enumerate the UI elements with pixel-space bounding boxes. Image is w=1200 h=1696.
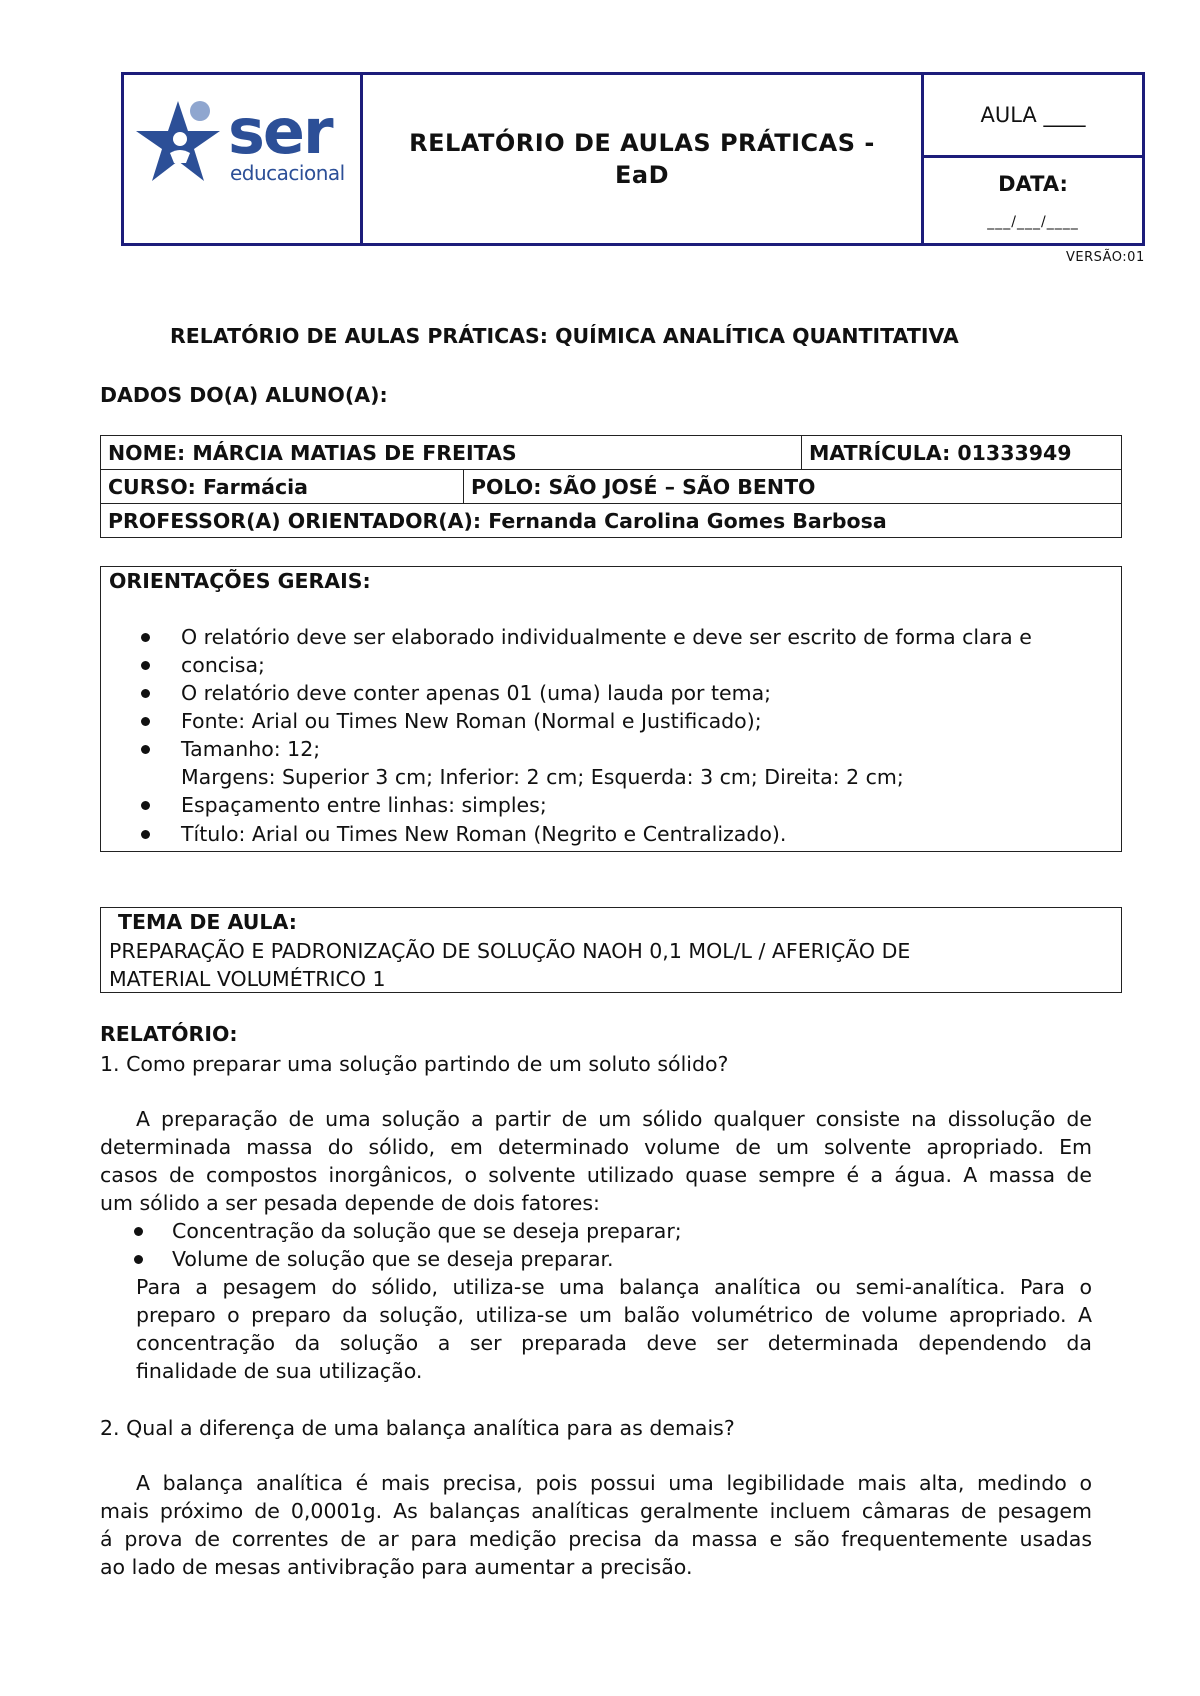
answer-1-paragraph [100,1105,1092,1217]
list-item: concisa; [181,653,265,677]
paragraph-line: á prova de correntes de ar para medição precisa da massa e são frequentemente usadas [100,1527,1092,1551]
page-title: RELATÓRIO DE AULAS PRÁTICAS: QUÍMICA ANALÍTICA QUANTITATIVA [170,324,959,348]
lesson-topic-box [100,907,1122,993]
paragraph-line: mais próximo de 0,0001g. As balanças analíticas geralmente incluem câmaras de pesagem [100,1499,1092,1523]
data-label: DATA: [998,171,1068,196]
paragraph-line: ao lado de mesas antivibração para aumentar a precisão. [100,1555,693,1579]
lesson-topic-text [109,937,1113,993]
report-heading: RELATÓRIO: [100,1022,238,1046]
paragraph-line: finalidade de sua utilização. [136,1359,423,1383]
question-1: 1. Como preparar uma solução partindo de um soluto sólido? [100,1052,729,1076]
table-row [101,504,1121,537]
list-item: O relatório deve ser elaborado individualmente e deve ser escrito de forma clara e [181,625,1032,649]
student-course: CURSO: Farmácia [108,474,308,499]
data-field [924,158,1142,243]
student-matricula: MATRÍCULA: 01333949 [801,436,1121,469]
student-advisor: PROFESSOR(A) ORIENTADOR(A): Fernanda Carolina Gomes Barbosa [108,508,887,533]
student-table [100,435,1122,538]
paragraph-line: A balança analítica é mais precisa, pois possui uma legibilidade mais alta, medindo o [136,1471,1092,1495]
list-item: O relatório deve conter apenas 01 (uma) lauda por tema; [181,681,772,705]
student-polo: POLO: SÃO JOSÉ – SÃO BENTO [463,470,1121,503]
answer-2-paragraph [100,1469,1092,1581]
logo-wordmark: ser [228,95,332,168]
paragraph-line: concentração da solução a ser preparada deve ser determinada dependendo da [136,1331,1092,1355]
paragraph-line: preparo o preparo da solução, utiliza-se um balão volumétrico de volume apropriado. A [136,1303,1092,1327]
list-item: Tamanho: 12; [181,737,321,761]
list-item: Concentração da solução que se deseja preparar; [172,1219,682,1243]
guidelines-heading: ORIENTAÇÕES GERAIS: [109,569,371,593]
header-side [924,75,1142,243]
list-item: Título: Arial ou Times New Roman (Negrito e Centralizado). [181,822,787,846]
answer-1-paragraph-2 [136,1273,1092,1385]
header-table [121,72,1145,246]
lesson-topic-heading: TEMA DE AULA: [118,910,297,934]
list-item: Espaçamento entre linhas: simples; [181,793,547,817]
star-person-icon [130,97,226,193]
guidelines-box [100,566,1122,852]
paragraph-line: casos de compostos inorgânicos, o solvente utilizado quase sempre é a água. A massa de [100,1163,1092,1187]
list-item: Fonte: Arial ou Times New Roman (Normal e Justificado); [181,709,762,733]
report-title [363,75,924,243]
lesson-topic-line1: PREPARAÇÃO E PADRONIZAÇÃO DE SOLUÇÃO NAOH 0,1 MOL/L / AFERIÇÃO DE [109,939,911,963]
question-2: 2. Qual a diferença de uma balança analítica para as demais? [100,1416,735,1440]
logo-cell [124,75,363,243]
lesson-topic-line2: MATERIAL VOLUMÉTRICO 1 [109,967,386,991]
logo-subtitle: educacional [230,161,345,185]
list-item: Margens: Superior 3 cm; Inferior: 2 cm; Esquerda: 3 cm; Direita: 2 cm; [181,765,904,789]
paragraph-line: Para a pesagem do sólido, utiliza-se uma balança analítica ou semi-analítica. Para o [136,1275,1092,1299]
paragraph-line: A preparação de uma solução a partir de um sólido qualquer consiste na dissolução de [136,1107,1092,1131]
student-name: NOME: MÁRCIA MATIAS DE FREITAS [108,440,517,465]
table-row [101,470,1121,504]
list-item: Volume de solução que se deseja preparar. [172,1247,614,1271]
student-data-heading: DADOS DO(A) ALUNO(A): [100,383,388,407]
report-title-line2: EaD [614,161,669,189]
aula-field: AULA ____ [924,75,1142,158]
data-value: ___/___/____ [987,213,1079,230]
version-label: VERSÃO:01 [1066,250,1145,265]
table-row [101,436,1121,470]
report-title-line1: RELATÓRIO DE AULAS PRÁTICAS - [409,129,875,157]
paragraph-line: um sólido a ser pesada depende de dois fatores: [100,1191,600,1215]
paragraph-line: determinada massa do sólido, em determinado volume de um solvente apropriado. Em [100,1135,1092,1159]
